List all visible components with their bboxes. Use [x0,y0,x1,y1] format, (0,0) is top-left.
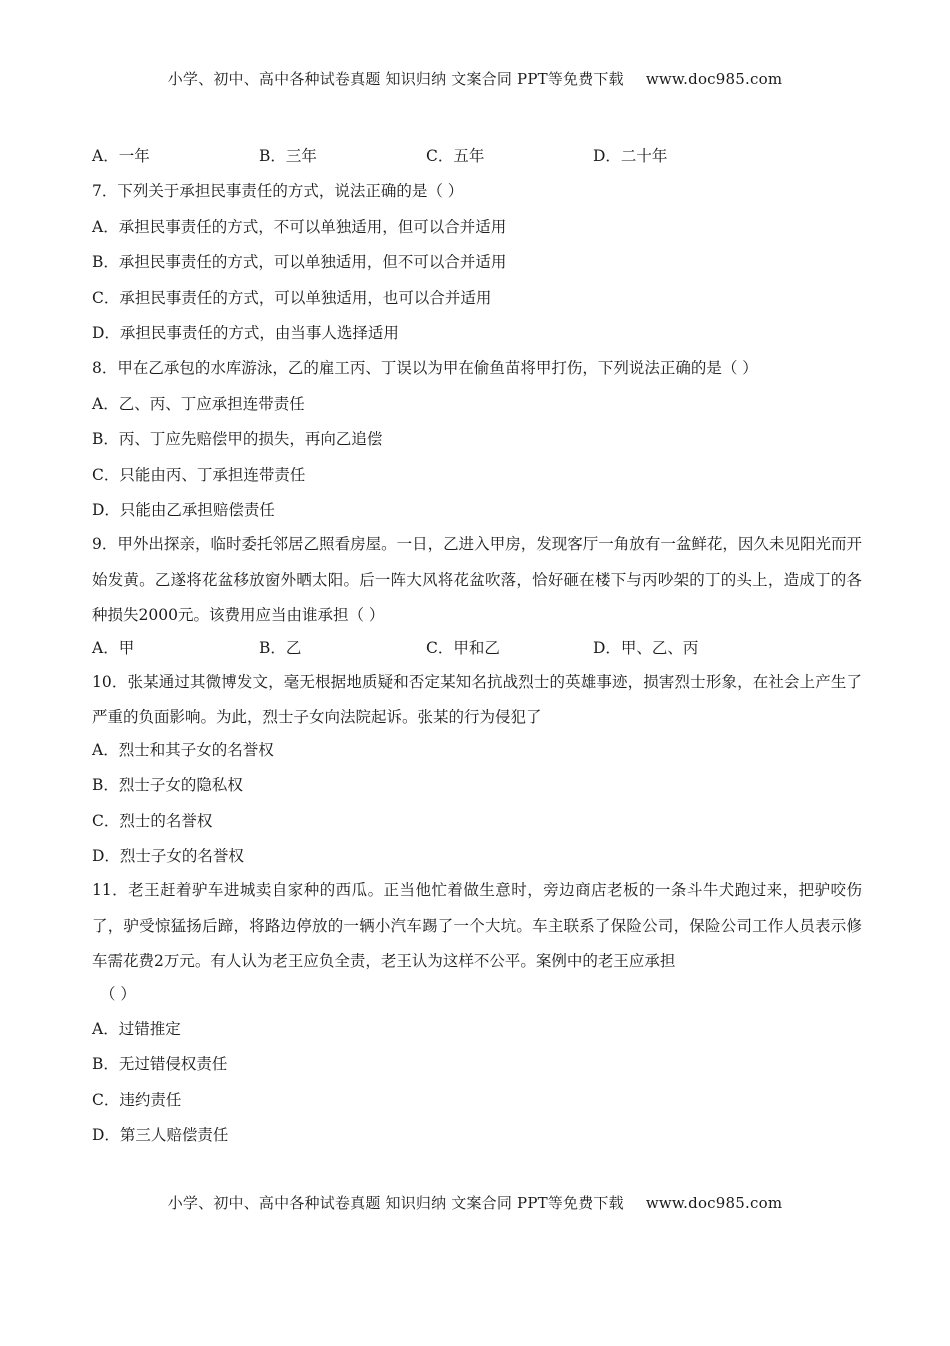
q7-option-c: C．承担民事责任的方式，可以单独适用，也可以合并适用 [92,288,492,307]
footer-text: 小学、初中、高中各种试卷真题 知识归纳 文案合同 PPT等免费下载 [167,1194,624,1212]
page-header [0,68,950,89]
header-url[interactable]: www.doc985.com [645,70,783,88]
footer-url[interactable]: www.doc985.com [645,1194,783,1212]
q11-option-c: C．违约责任 [92,1090,182,1109]
q6-option-b: B．三年 [259,147,317,165]
q9-option-d: D．甲、乙、丙 [593,638,699,657]
q10-option-b: B．烈士子女的隐私权 [92,776,243,795]
q11-option-b: B．无过错侵权责任 [92,1055,228,1074]
q9-option-a: A．甲 [92,638,135,657]
q9-stem: 9．甲外出探亲，临时委托邻居乙照看房屋。一日，乙进入甲房，发现客厅一角放有一盆鲜花，因久未见阳光而开始发黄。乙遂将花盆移放窗外晒太阳。后一阵大风将花盆吹落，恰好砸在楼下与丙吵架的丁的头上，造成丁的各种损失2000元。该费用应当由谁承担（ ） [92,535,862,625]
q11-option-d: D．第三人赔偿责任 [92,1126,229,1145]
q8-option-a: A．乙、丙、丁应承担连带责任 [92,394,305,413]
q10-option-d: D．烈士子女的名誉权 [92,846,244,865]
q6-option-a: A．一年 [92,147,150,165]
q8-option-c: C．只能由丙、丁承担连带责任 [92,465,306,484]
q11-stem: 11．老王赶着驴车进城卖自家种的西瓜。正当他忙着做生意时，旁边商店老板的一条斗牛犬跑过来，把驴咬伤了，驴受惊猛扬后蹄，将路边停放的一辆小汽车踢了一个大坑。车主联系了保险公司，保险公司工作人员表示修车需花费2万元。有人认为老王应负全责，老王认为这样不公平。案例中的老王应承担 [92,881,862,971]
question-content [92,142,862,1156]
q8-option-b: B．丙、丁应先赔偿甲的损失，再向乙追偿 [92,430,383,449]
q9-option-c: C．甲和乙 [426,638,500,657]
q6-option-c: C．五年 [426,147,485,165]
q8-option-d: D．只能由乙承担赔偿责任 [92,500,275,519]
q8-stem: 8．甲在乙承包的水库游泳，乙的雇工丙、丁误以为甲在偷鱼苗将甲打伤，下列说法正确的是（ ） [92,359,758,378]
q7-option-b: B．承担民事责任的方式，可以单独适用，但不可以合并适用 [92,253,507,272]
q11-answer-paren: （ ） [100,984,136,1003]
q7-stem: 7．下列关于承担民事责任的方式，说法正确的是（ ） [92,182,464,201]
q7-option-d: D．承担民事责任的方式，由当事人选择适用 [92,323,399,342]
q10-option-a: A．烈士和其子女的名誉权 [92,740,274,759]
q6-option-d: D．二十年 [593,147,668,165]
q11-option-a: A．过错推定 [92,1019,181,1038]
q9-option-b: B．乙 [259,638,302,657]
header-text: 小学、初中、高中各种试卷真题 知识归纳 文案合同 PPT等免费下载 [167,70,624,88]
q10-option-c: C．烈士的名誉权 [92,811,213,830]
q9-options [92,634,862,669]
page-footer [0,1192,950,1213]
q7-option-a: A．承担民事责任的方式，不可以单独适用，但可以合并适用 [92,217,507,236]
q10-stem: 10．张某通过其微博发文，毫无根据地质疑和否定某知名抗战烈士的英雄事迹，损害烈士形象，在社会上产生了严重的负面影响。为此，烈士子女向法院起诉。张某的行为侵犯了 [92,672,862,727]
q6-options [92,142,862,177]
